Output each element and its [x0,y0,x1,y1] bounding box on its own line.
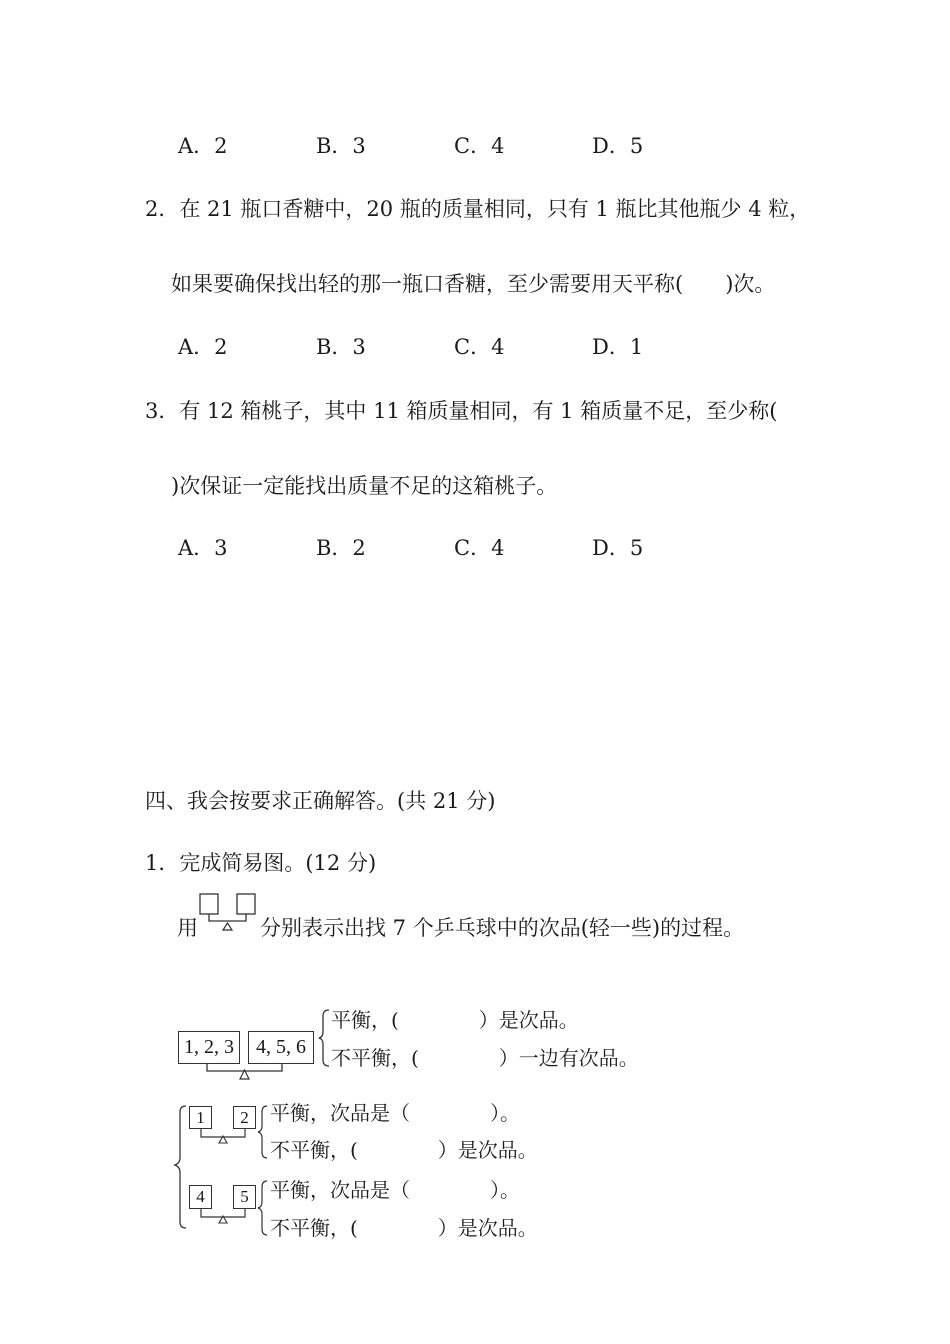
b2-unbalanced-text: 不平衡，( ）是次品。 [270,1216,538,1240]
top-balanced-text: 平衡，( ）是次品。 [331,1008,579,1032]
top-unbalanced-text: 不平衡，( ）一边有次品。 [331,1046,639,1070]
instruction-suffix: 分别表示出找 7 个乒乓球中的次品(轻一些)的过程。 [260,916,745,940]
section4-heading: 四、我会按要求正确解答。(共 21 分) [145,789,496,813]
q1-option-c[interactable]: C．4 [454,134,505,158]
q3-text-line2: )次保证一定能找出质量不足的这箱桃子。 [171,474,558,498]
q1-option-a[interactable]: A．2 [178,134,228,158]
q2-option-a[interactable]: A．2 [178,335,228,359]
q1-option-d[interactable]: D．5 [592,134,644,158]
b1-unbalanced-text: 不平衡，( ）是次品。 [270,1138,538,1162]
q3-option-d[interactable]: D．5 [592,536,644,560]
q3-option-a[interactable]: A．3 [178,536,228,560]
b1-balanced-text: 平衡，次品是（ ）。 [270,1101,520,1125]
b1-left-pan-box: 1 [189,1106,212,1129]
q3-option-b[interactable]: B．2 [316,536,366,560]
q2-option-b[interactable]: B．3 [316,335,366,359]
q1-option-b[interactable]: B．3 [316,134,366,158]
q3-option-c[interactable]: C．4 [454,536,505,560]
b1-right-pan-box: 2 [233,1106,256,1129]
instruction-prefix: 用 [177,916,198,940]
q2-text-line1: 2．在 21 瓶口香糖中，20 瓶的质量相同，只有 1 瓶比其他瓶少 4 粒， [145,197,811,221]
section4-sub1-title: 1．完成简易图。(12 分) [145,851,377,875]
q2-text-line2: 如果要确保找出轻的那一瓶口香糖，至少需要用天平称( )次。 [171,272,776,296]
b2-balanced-text: 平衡，次品是（ ）。 [270,1178,520,1202]
top-right-pan-box: 4, 5, 6 [248,1031,314,1064]
q2-option-c[interactable]: C．4 [454,335,505,359]
b2-left-pan-box: 4 [189,1185,212,1209]
q2-option-d[interactable]: D．1 [592,335,644,359]
q3-text-line1: 3．有 12 箱桃子，其中 11 箱质量相同，有 1 箱质量不足，至少称( [145,399,778,423]
b2-right-pan-box: 5 [233,1185,256,1209]
top-left-pan-box: 1, 2, 3 [178,1031,240,1064]
